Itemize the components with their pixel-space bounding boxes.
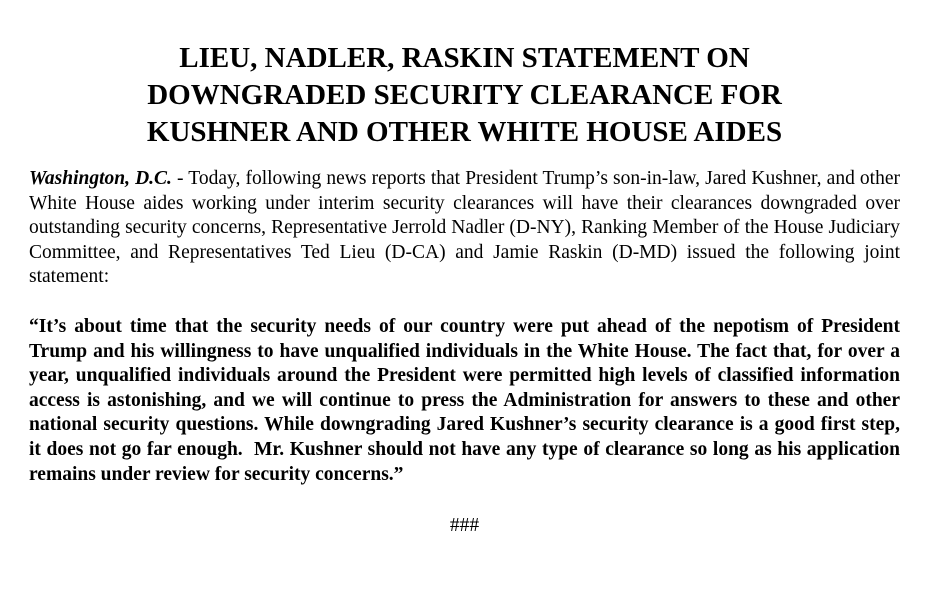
press-release [29,40,905,537]
intro-text: - Today, following news reports that President Trump’s son-in-law, Jared Kushner, and other White House aides working under interim security clearances will have their clearances downgraded over outstanding security concerns, Representative Jerrold Nadler (D-NY), Ranking Member of the House Judiciary Committee, and Representatives Ted Lieu (D-CA) and Jamie Raskin (D-MD) issued the following joint statement: [29,168,900,288]
dateline: Washington, D.C. [29,168,172,189]
intro-paragraph [29,167,900,290]
title-line-1: LIEU, NADLER, RASKIN STATEMENT ON [179,42,750,74]
title-line-3: KUSHNER AND OTHER WHITE HOUSE AIDES [146,116,783,148]
press-release-title [29,40,900,151]
end-mark: ### [449,515,480,537]
title-line-2: DOWNGRADED SECURITY CLEARANCE FOR [147,79,782,111]
joint-statement-quote: “It’s about time that the security needs of our country were put ahead of the nepotism of President Trump and his willingness to have unqualified individuals in the White House. The fact that, for over a year, unqualified individuals around the President were permitted high levels of classified information access is astonishing, and we will continue to press the Administration for answers to these and other national security questions. While downgrading Jared Kushner’s security clearance is a good first step, it does not go far enough. Mr. Kushner should not have any type of clearance so long as his application remains under review for security concerns.” [29,315,905,485]
